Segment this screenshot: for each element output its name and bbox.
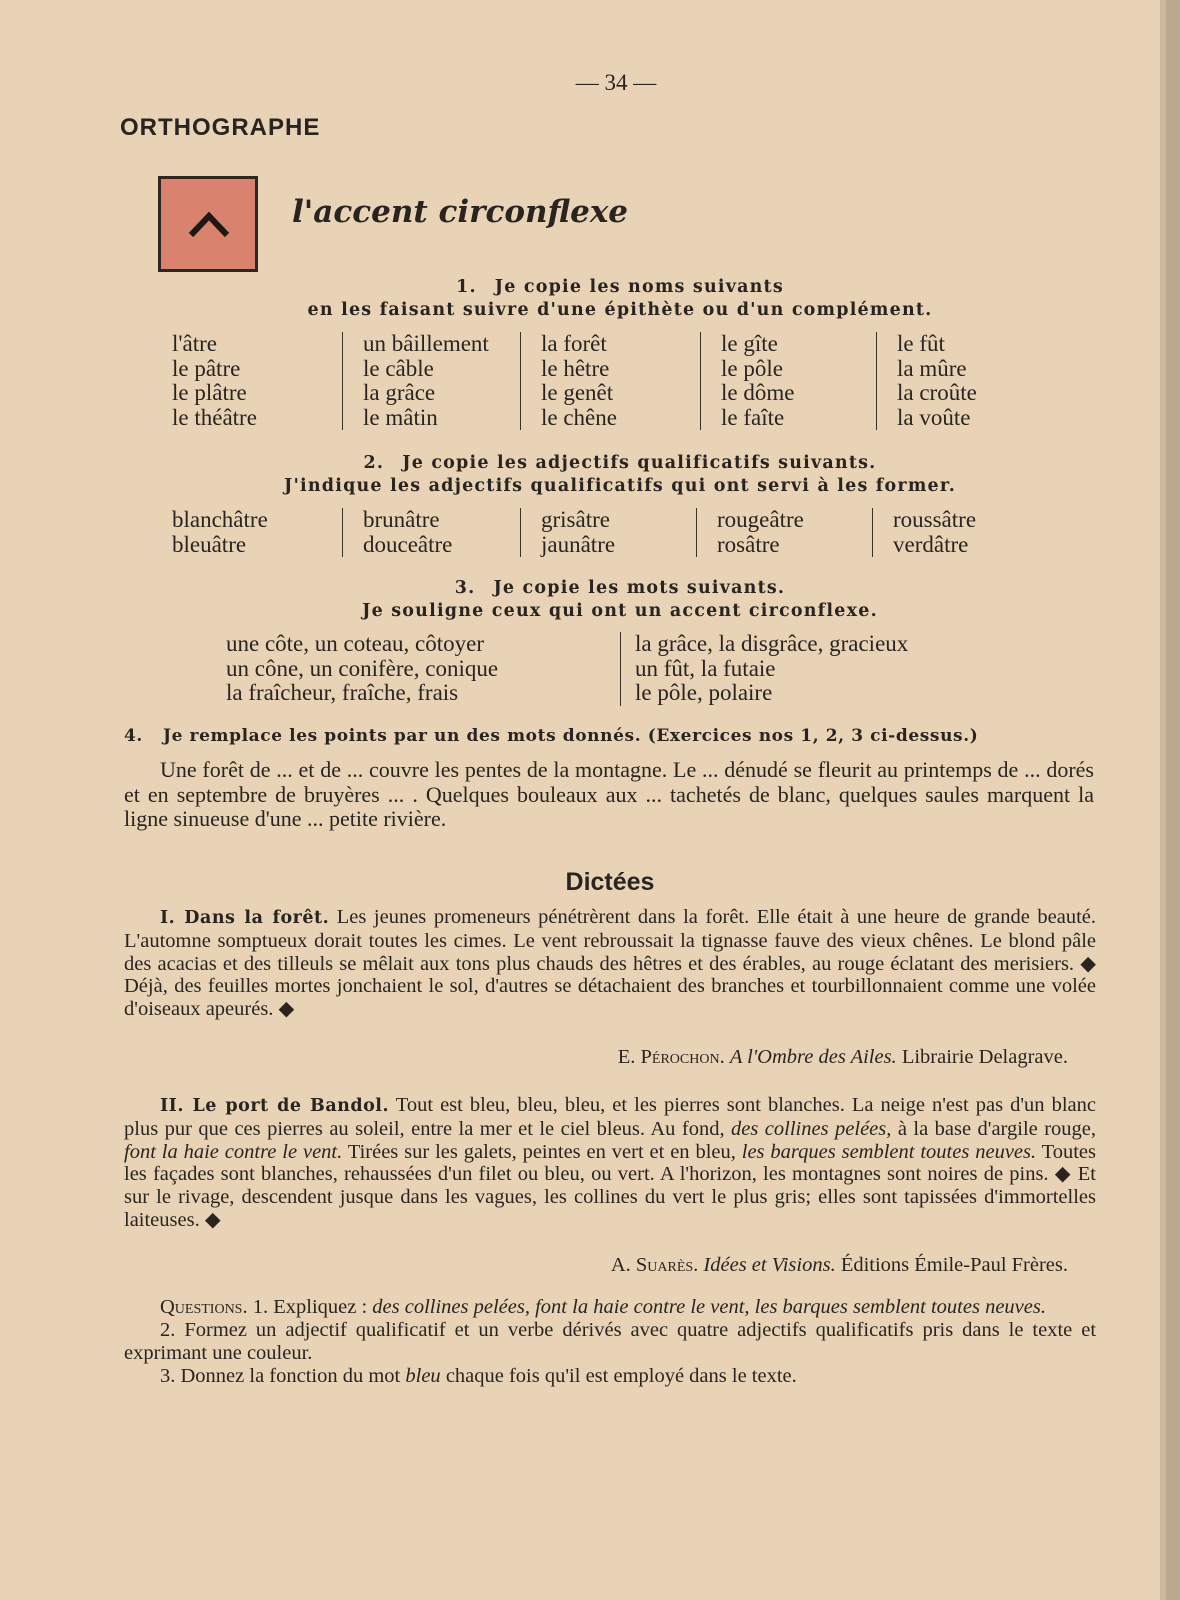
dictee-2-title: II. Le port de Bandol. — [160, 1096, 390, 1116]
exercise4-instruction: Je remplace les points par un des mots donnés. (Exercices nos 1, 2, 3 ci-dessus.) — [162, 726, 979, 746]
dictee-2-publisher: Éditions Émile-Paul Frères. — [840, 1254, 1068, 1276]
word: roussâtre — [893, 507, 977, 532]
exercise1-columns — [152, 332, 1036, 430]
questions — [124, 1296, 1096, 1388]
questions-label: Questions. — [160, 1296, 248, 1318]
dictee-2-italic-1: des collines pelées, — [731, 1117, 892, 1140]
dictee-2 — [124, 1094, 1096, 1232]
question-1-number: 1. — [252, 1296, 269, 1318]
ex1-col-2 — [342, 332, 520, 430]
word: le pâtre — [172, 355, 241, 381]
word: le genêt — [541, 380, 614, 405]
question-2-number: 2. — [160, 1319, 176, 1341]
dictee-2-text-2: à la base d'argile rouge, — [891, 1117, 1096, 1140]
dictee-2-work: Idées et Visions. — [703, 1254, 836, 1276]
word: verdâtre — [893, 531, 969, 557]
circumflex-box — [158, 176, 258, 272]
exercise3-line2: Je souligne ceux qui ont un accent circonflexe. — [362, 601, 878, 621]
exercise4-number: 4. — [124, 726, 143, 746]
exercise3-number: 3. — [454, 578, 476, 598]
exercise1-line1: Je copie les noms suivants — [494, 277, 784, 297]
word: le hêtre — [541, 355, 610, 381]
word: brunâtre — [363, 507, 440, 532]
word: le gîte — [721, 331, 778, 356]
word-line: la fraîcheur, fraîche, frais — [226, 680, 459, 705]
dictee-2-text-3: Tirées sur les galets, peintes en vert et en bleu, — [342, 1140, 742, 1163]
word: rosâtre — [717, 531, 780, 557]
exercise1-number: 1. — [456, 277, 477, 297]
exercise1-heading — [120, 276, 1120, 322]
dictee-1-publisher: Librairie Delagrave. — [901, 1046, 1068, 1068]
question-1-text: Expliquez : — [273, 1296, 368, 1318]
circumflex-icon — [187, 211, 231, 239]
word: bleuâtre — [172, 531, 247, 557]
dictee-2-text-1: Tout est bleu, bleu, bleu, et les pierres sont blanches. La neige n'est pas d'un blanc plus pur que ces pierres au soleil, entre la mer et le ciel bleus. Au fond, — [124, 1094, 1096, 1140]
word: rougeâtre — [717, 507, 804, 532]
exercise1-line2: en les faisant suivre d'une épithète ou d'un complément. — [307, 300, 933, 320]
word: la forêt — [541, 331, 607, 356]
word: douceâtre — [363, 531, 453, 557]
exercise2-heading — [120, 452, 1120, 498]
exercise2-number: 2. — [363, 453, 385, 473]
question-3-before: Donnez la fonction du mot — [180, 1365, 401, 1387]
word: l'âtre — [172, 331, 218, 356]
word-line: une côte, un coteau, côtoyer — [226, 631, 484, 656]
dictee-1 — [124, 906, 1096, 1021]
dictee-2-source — [611, 1254, 1068, 1277]
ex1-col-5 — [876, 332, 1036, 430]
word: la voûte — [897, 404, 971, 430]
dictee-1-text: Les jeunes promeneurs pénétrèrent dans la forêt. Elle était à une heure de grande beauté. L'automne somptueux dorait toutes les cimes. Le vent rebroussait la tignasse fauve des vieux chênes. Le blond pâle des acacias et des tilleuls se mêlait aux tons plus chauds des hêtres et des érables, au rouge éclatant des merisiers. ◆ Déjà, des feuilles mortes jonchaient le sol, d'autres se détachaient des branches et tourbillonnaient comme une volée d'oiseaux apeurés. ◆ — [124, 906, 1097, 1021]
ex1-col-3 — [520, 332, 700, 430]
section-title: ORTHOGRAPHE — [120, 114, 321, 141]
ex2-col-5 — [872, 508, 1032, 557]
ex3-col-2 — [620, 632, 980, 706]
ex1-col-1 — [152, 332, 342, 430]
dictee-1-title: I. Dans la forêt. — [160, 908, 330, 928]
ex2-col-2 — [342, 508, 520, 557]
ex2-col-3 — [520, 508, 696, 557]
dictee-1-author: E. Pérochon. — [617, 1046, 725, 1068]
exercise4-heading — [124, 726, 1104, 746]
ex3-col-1 — [206, 632, 620, 706]
dictee-1-work: A l'Ombre des Ailes. — [729, 1046, 897, 1068]
exercise2-columns — [152, 508, 1032, 557]
word: le chêne — [541, 404, 617, 430]
word: blanchâtre — [172, 507, 268, 532]
dictee-2-italic-2: font la haie contre le vent. — [124, 1140, 343, 1163]
word: le pôle — [721, 355, 783, 381]
question-3 — [124, 1365, 1096, 1388]
exercise2-line2: J'indique les adjectifs qualificatifs qui ont servi à les former. — [283, 476, 956, 496]
question-3-italic: bleu — [405, 1365, 441, 1387]
word: le dôme — [721, 380, 795, 405]
ex2-col-1 — [152, 508, 342, 557]
dictee-1-source — [618, 1046, 1068, 1069]
word-line: un cône, un conifère, conique — [226, 655, 499, 681]
word: la grâce — [363, 380, 436, 405]
word: la croûte — [897, 380, 977, 405]
word: jaunâtre — [541, 531, 616, 557]
word-line: un fût, la futaie — [635, 655, 776, 681]
word: le fût — [897, 331, 945, 356]
word-line: la grâce, la disgrâce, gracieux — [635, 631, 909, 656]
word-line: le pôle, polaire — [635, 680, 773, 705]
question-1 — [124, 1296, 1096, 1319]
word: un bâillement — [363, 331, 489, 356]
word: le théâtre — [172, 404, 257, 430]
exercise3-columns — [206, 632, 980, 706]
exercise2-line1: Je copie les adjectifs qualificatifs suivants. — [402, 453, 877, 473]
exercise3-line1: Je copie les mots suivants. — [493, 578, 786, 598]
dictee-2-text-4: Toutes les façades sont blanches, rehaussées d'un filet ou bleu, ou vert. A l'horizon, les montagnes sont noires de pins. ◆ Et sur le rivage, descendent jusque dans les vagues, les collines du vert le plus gris; elles sont tapissées d'immortelles laiteuses. ◆ — [124, 1140, 1097, 1231]
dictees-title: Dictées — [565, 868, 655, 896]
ex2-col-4 — [696, 508, 872, 557]
lesson-title: l'accent circonflexe — [292, 194, 629, 230]
question-3-after: chaque fois qu'il est employé dans le texte. — [445, 1365, 797, 1387]
page-number: — 34 — — [575, 70, 657, 95]
word: le plâtre — [172, 380, 247, 405]
dictee-2-italic-3: les barques semblent toutes neuves. — [741, 1140, 1037, 1163]
question-2-text: Formez un adjectif qualificatif et un verbe dérivés avec quatre adjectifs qualificatifs pris dans le texte et exprimant une couleur. — [124, 1319, 1097, 1364]
word: le câble — [363, 355, 434, 381]
word: la mûre — [897, 355, 967, 381]
exercise4-text: Une forêt de ... et de ... couvre les pentes de la montagne. Le ... dénudé se fleurit au printemps de ... dorés et en septembre de bruyères ... . Quelques bouleaux aux ... tachetés de blanc, quelques saules marquent la ligne sinueuse d'une ... petite rivière. — [124, 757, 1094, 831]
word: le faîte — [721, 404, 785, 430]
question-1-italic: des collines pelées, font la haie contre le vent, les barques semblent toutes neuves. — [372, 1296, 1046, 1318]
question-2 — [124, 1319, 1096, 1365]
question-3-number: 3. — [160, 1365, 176, 1387]
dictee-2-author: A. Suarès. — [610, 1254, 699, 1276]
ex1-col-4 — [700, 332, 876, 430]
word: le mâtin — [363, 404, 438, 430]
exercise3-heading — [120, 577, 1120, 623]
word: grisâtre — [541, 507, 610, 532]
